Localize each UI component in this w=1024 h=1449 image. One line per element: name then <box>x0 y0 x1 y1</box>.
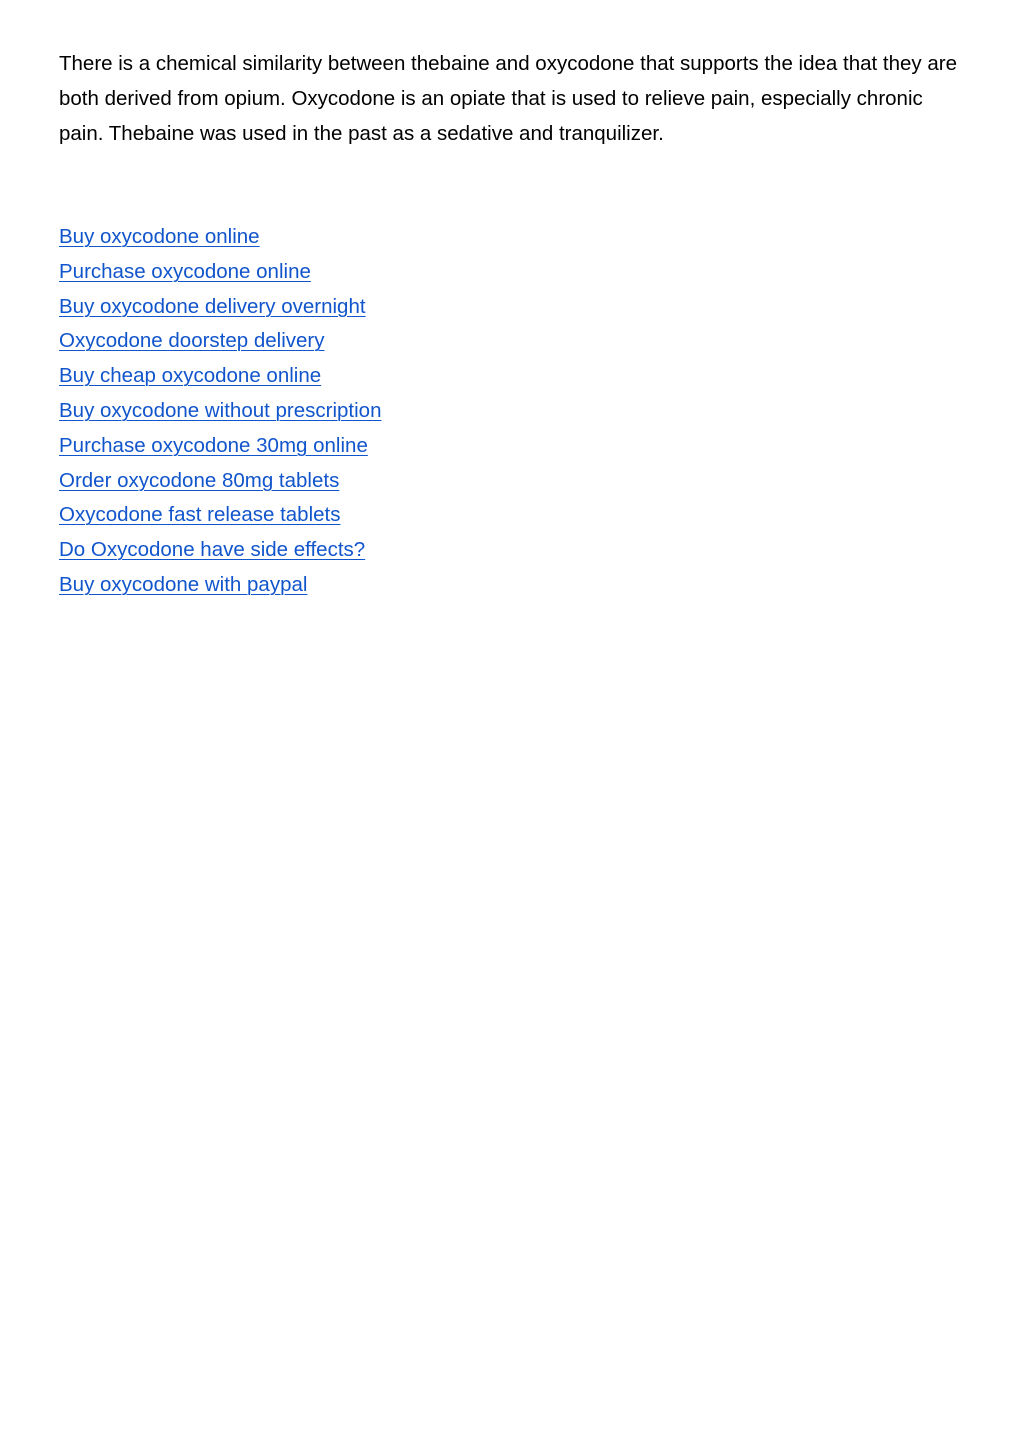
link-oxycodone-side-effects[interactable]: Do Oxycodone have side effects? <box>59 538 366 562</box>
list-item <box>59 464 382 499</box>
list-item <box>59 429 382 464</box>
list-item <box>59 255 382 290</box>
link-buy-oxycodone-delivery-overnight[interactable]: Buy oxycodone delivery overnight <box>59 294 366 318</box>
list-item <box>59 220 382 255</box>
list-item <box>59 324 382 359</box>
link-purchase-oxycodone-30mg-online[interactable]: Purchase oxycodone 30mg online <box>59 433 368 457</box>
list-item <box>59 359 382 394</box>
list-item <box>59 394 382 429</box>
intro-paragraph: There is a chemical similarity between thebaine and oxycodone that supports the idea that they are both derived from opium. Oxycodone is an opiate that is used to relieve pain, especially chronic pain. Thebaine was used in the past as a sedative and tranquilizer. <box>59 52 957 145</box>
link-oxycodone-doorstep-delivery[interactable]: Oxycodone doorstep delivery <box>59 329 325 353</box>
link-oxycodone-fast-release-tablets[interactable]: Oxycodone fast release tablets <box>59 503 341 527</box>
link-buy-oxycodone-without-prescription[interactable]: Buy oxycodone without prescription <box>59 398 382 422</box>
link-order-oxycodone-80mg-tablets[interactable]: Order oxycodone 80mg tablets <box>59 468 340 492</box>
link-buy-oxycodone-with-paypal[interactable]: Buy oxycodone with paypal <box>59 572 308 596</box>
list-item <box>59 290 382 325</box>
link-list <box>59 220 382 603</box>
link-purchase-oxycodone-online[interactable]: Purchase oxycodone online <box>59 259 311 283</box>
list-item <box>59 533 382 568</box>
list-item <box>59 498 382 533</box>
link-buy-cheap-oxycodone-online[interactable]: Buy cheap oxycodone online <box>59 364 322 388</box>
list-item <box>59 568 382 603</box>
link-buy-oxycodone-online[interactable]: Buy oxycodone online <box>59 225 260 248</box>
